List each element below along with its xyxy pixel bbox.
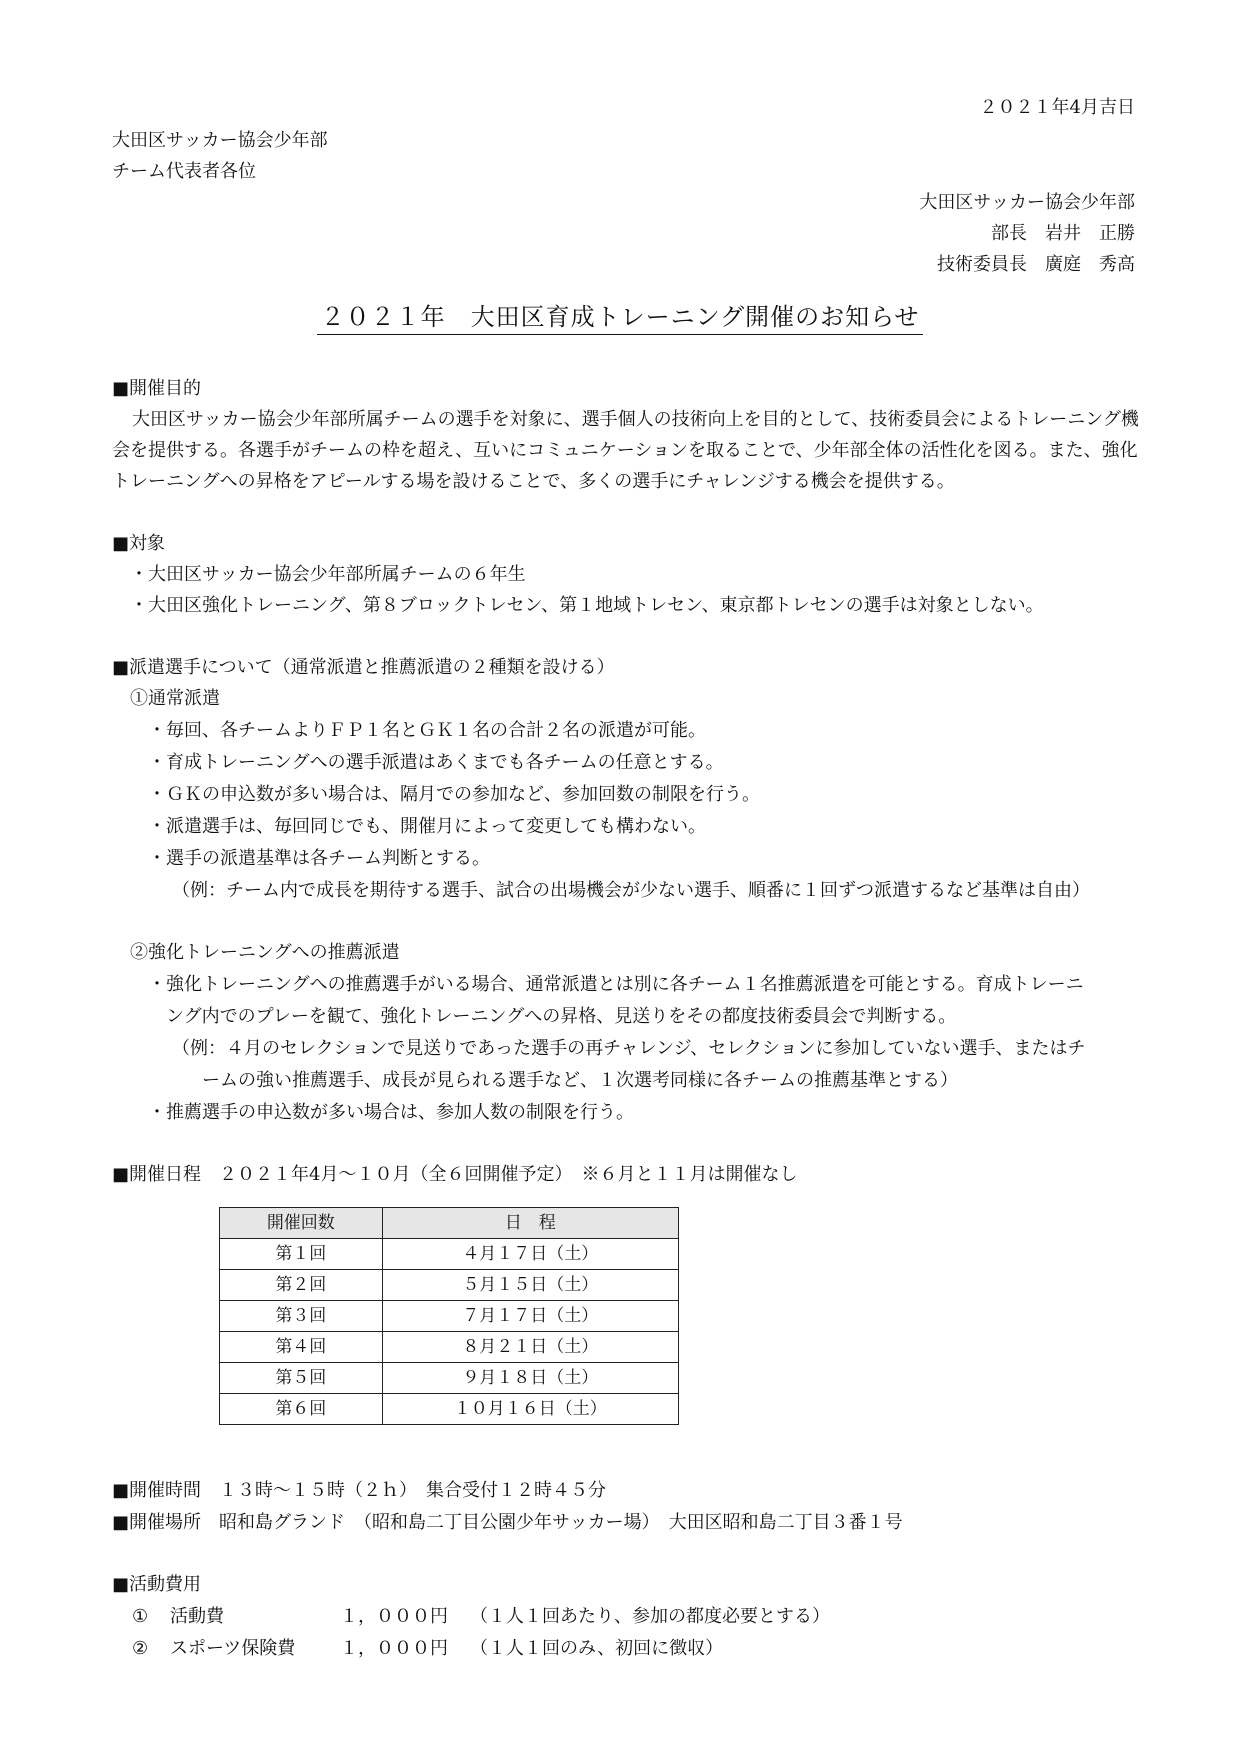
- recommend-dispatch-item-1a: ・強化トレーニングへの推薦選手がいる場合、通常派遣とは別に各チーム１名推薦派遣を可能とする。育成トレーニ: [148, 974, 1084, 995]
- schedule-session: 第６回: [220, 1394, 383, 1425]
- recommend-dispatch-item-2: ・推薦選手の申込数が多い場合は、参加人数の制限を行う。: [148, 1102, 634, 1123]
- session-time: ■開催時間 １３時～１５時（２ｈ） 集合受付１２時４５分: [112, 1480, 607, 1501]
- dispatch-heading: ■派遣選手について（通常派遣と推薦派遣の２種類を設ける）: [112, 657, 615, 678]
- recipient-org: 大田区サッカー協会少年部: [112, 130, 328, 151]
- schedule-date: ７月１７日（土）: [382, 1301, 678, 1332]
- normal-dispatch-item-5: ・選手の派遣基準は各チーム判断とする。: [148, 848, 490, 869]
- schedule-session: 第３回: [220, 1301, 383, 1332]
- schedule-heading: ■開催日程 ２０２１年4月～１０月（全６回開催予定） ※６月と１１月は開催なし: [112, 1164, 798, 1185]
- fee-2-label: スポーツ保険費: [170, 1638, 296, 1659]
- recommend-dispatch-heading: ②強化トレーニングへの推薦派遣: [130, 942, 400, 963]
- document-title-text: ２０２１年 大田区育成トレーニング開催のお知らせ: [317, 303, 924, 335]
- fees-heading: ■活動費用: [112, 1574, 202, 1595]
- fee-1-note: （１人１回あたり、参加の都度必要とする）: [470, 1606, 830, 1627]
- table-row: [220, 1394, 679, 1425]
- table-row: [220, 1363, 679, 1394]
- fee-1-label: 活動費: [170, 1606, 224, 1627]
- target-item-1: ・大田区サッカー協会少年部所属チームの６年生: [130, 564, 526, 585]
- fee-1-number: ①: [132, 1606, 149, 1627]
- recommend-dispatch-item-1b: ング内でのプレーを観て、強化トレーニングへの昇格、見送りをその都度技術委員会で判断する。: [166, 1006, 957, 1027]
- session-place: ■開催場所 昭和島グランド （昭和島二丁目公園少年サッカー場） 大田区昭和島二丁目３番１号: [112, 1512, 903, 1533]
- recipient-role: チーム代表者各位: [112, 161, 256, 182]
- normal-dispatch-heading: ①通常派遣: [130, 688, 220, 709]
- schedule-table: [219, 1207, 679, 1425]
- purpose-text: 大田区サッカー協会少年部所属チームの選手を対象に、選手個人の技術向上を目的として、技術委員会によるトレーニング機会を提供する。各選手がチームの枠を超え、互いにコミュニケーションを取ることで、少年部全体の活性化を図る。また、強化トレーニングへの昇格をアピールする場を設けることで、多くの選手にチャレンジする機会を提供する。: [112, 409, 1139, 492]
- schedule-date: ８月２１日（土）: [382, 1332, 678, 1363]
- target-heading: ■対象: [112, 533, 166, 554]
- table-row: [220, 1301, 679, 1332]
- purpose-body: [112, 404, 1142, 497]
- schedule-date: ５月１５日（土）: [382, 1270, 678, 1301]
- document-title: [0, 303, 1240, 332]
- fee-2-number: ②: [132, 1638, 149, 1659]
- table-row: [220, 1239, 679, 1270]
- normal-dispatch-item-3: ・ＧＫの申込数が多い場合は、隔月での参加など、参加回数の制限を行う。: [148, 784, 760, 805]
- schedule-col-session: 開催回数: [220, 1208, 383, 1239]
- document-date: ２０２１年4月吉日: [979, 97, 1135, 118]
- schedule-session: 第４回: [220, 1332, 383, 1363]
- purpose-heading: ■開催目的: [112, 378, 202, 399]
- sender-tech-chief: 技術委員長 廣庭 秀高: [937, 254, 1135, 275]
- schedule-session: 第１回: [220, 1239, 383, 1270]
- recommend-dispatch-example-a: （例：４月のセレクションで見送りであった選手の再チャレンジ、セレクションに参加していない選手、またはチ: [172, 1038, 1086, 1059]
- normal-dispatch-item-2: ・育成トレーニングへの選手派遣はあくまでも各チームの任意とする。: [148, 752, 724, 773]
- normal-dispatch-example: （例：チーム内で成長を期待する選手、試合の出場機会が少ない選手、順番に１回ずつ派遣するなど基準は自由）: [172, 880, 1090, 901]
- schedule-session: 第５回: [220, 1363, 383, 1394]
- recommend-dispatch-example-b: ームの強い推薦選手、成長が見られる選手など、１次選考同様に各チームの推薦基準とする）: [202, 1070, 958, 1091]
- normal-dispatch-item-1: ・毎回、各チームよりＦＰ１名とＧＫ１名の合計２名の派遣が可能。: [148, 720, 706, 741]
- schedule-date: ４月１７日（土）: [382, 1239, 678, 1270]
- normal-dispatch-item-4: ・派遣選手は、毎回同じでも、開催月によって変更しても構わない。: [148, 816, 706, 837]
- target-item-2: ・大田区強化トレーニング、第８ブロックトレセン、第１地域トレセン、東京都トレセンの選手は対象としない。: [130, 595, 1044, 616]
- fee-2-amount: １，０００円: [340, 1638, 448, 1659]
- sender-org: 大田区サッカー協会少年部: [919, 192, 1135, 213]
- schedule-session: 第２回: [220, 1270, 383, 1301]
- table-row: [220, 1270, 679, 1301]
- schedule-header-row: [220, 1208, 679, 1239]
- schedule-col-date: 日 程: [382, 1208, 678, 1239]
- fee-1-amount: １，０００円: [340, 1606, 448, 1627]
- fee-2-note: （１人１回のみ、初回に徴収）: [470, 1638, 724, 1659]
- schedule-date: １０月１６日（土）: [382, 1394, 678, 1425]
- schedule-date: ９月１８日（土）: [382, 1363, 678, 1394]
- table-row: [220, 1332, 679, 1363]
- sender-chief: 部長 岩井 正勝: [991, 223, 1135, 244]
